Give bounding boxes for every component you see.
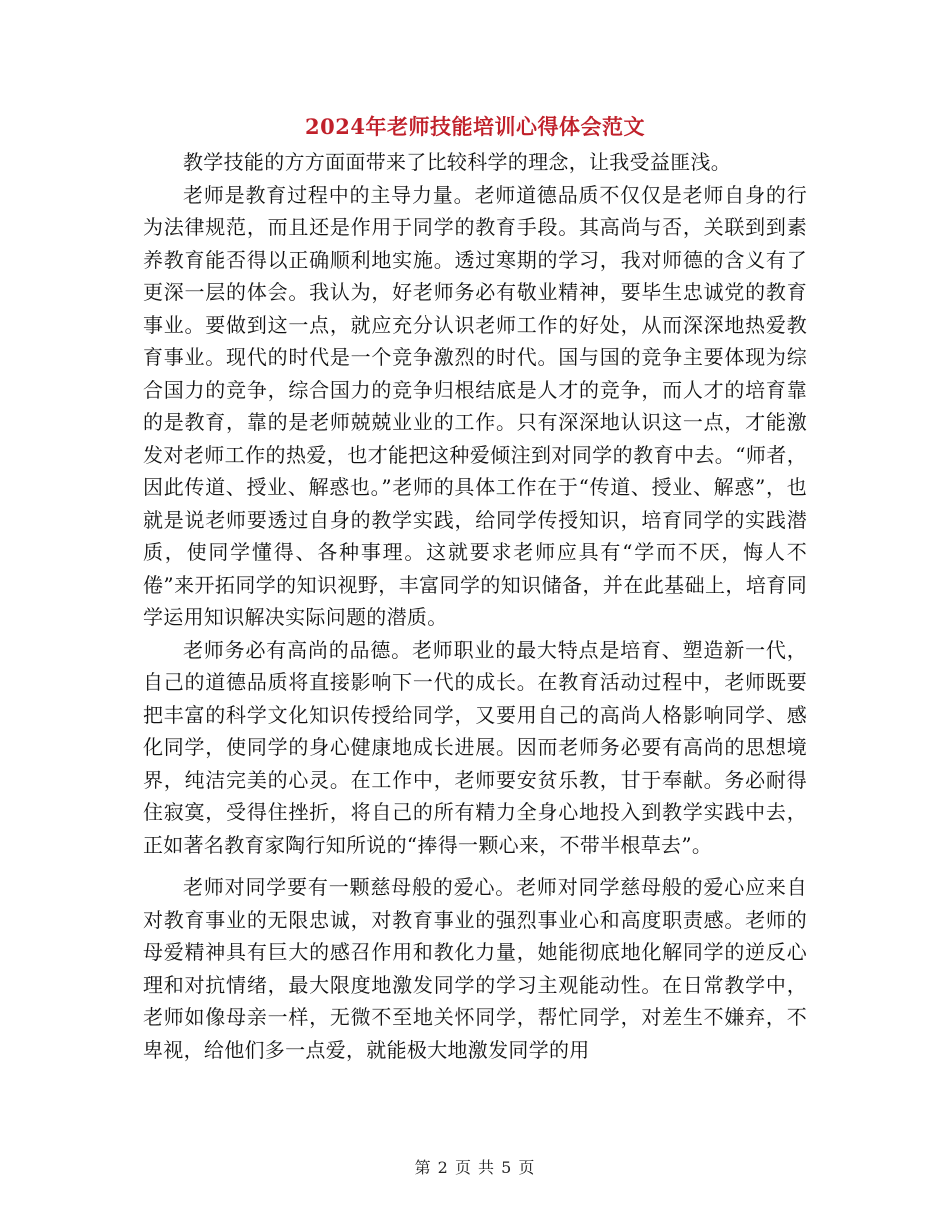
page-number-footer: 第 2 页 共 5 页 bbox=[414, 1158, 536, 1177]
document-title: 2024年老师技能培训心得体会范文 bbox=[305, 114, 645, 139]
paragraph-noble-character: 老师务必有高尚的品德。老师职业的最大特点是培育、塑造新一代，自己的道德品质将直接影响下一代的成长。在教育活动过程中，老师既要把丰富的科学文化知识传授给同学，又要用自己的高尚人格影响同学、感化同学，使同学的身心健康地成长进展。因而老师务必要有高尚的思想境界，纯洁完美的心灵。在工作中，老师要安贫乐教，甘于奉献。务必耐得住寂寞，受得住挫折，将自己的所有精力全身心地投入到教学实践中去，正如著名教育家陶行知所说的“捧得一颗心来，不带半根草去”。 bbox=[143, 637, 807, 857]
document-body bbox=[143, 146, 807, 1066]
paragraph-teacher-leading-role: 老师是教育过程中的主导力量。老师道德品质不仅仅是老师自身的行为法律规范，而且还是作用于同学的教育手段。其高尚与否，关联到到素养教育能否得以正确顺利地实施。透过寒期的学习，我对师德的含义有了更深一层的体会。我认为，好老师务必有敬业精神，要毕生忠诚党的教育事业。要做到这一点，就应充分认识老师工作的好处，从而深深地热爱教育事业。现代的时代是一个竞争激烈的时代。国与国的竞争主要体现为综合国力的竞争，综合国力的竞争归根结底是人才的竞争，而人才的培育靠的是教育，靠的是老师兢兢业业的工作。只有深深地认识这一点，才能激发对老师工作的热爱，也才能把这种爱倾注到对同学的教育中去。“师者，因此传道、授业、解惑也。”老师的具体工作在于“传道、授业、解惑”，也就是说老师要透过自身的教学实践，给同学传授知识，培育同学的实践潜质，使同学懂得、各种事理。这就要求老师应具有“学而不厌，悔人不倦”来开拓同学的知识视野，丰富同学的知识储备，并在此基础上，培育同学运用知识解决实际问题的潜质。 bbox=[143, 182, 807, 629]
paragraph-intro: 教学技能的方方面面带来了比较科学的理念，让我受益匪浅。 bbox=[183, 150, 732, 174]
paragraph-motherly-love: 老师对同学要有一颗慈母般的爱心。老师对同学慈母般的爱心应来自对教育事业的无限忠诚，对教育事业的强烈事业心和高度职责感。老师的母爱精神具有巨大的感召作用和教化力量，她能彻底地化解同学的逆反心理和对抗情绪，最大限度地激发同学的学习主观能动性。在日常教学中，老师如像母亲一样，无微不至地关怀同学，帮忙同学，对差生不嫌弃，不卑视，给他们多一点爱，就能极大地激发同学的用 bbox=[143, 875, 807, 1062]
